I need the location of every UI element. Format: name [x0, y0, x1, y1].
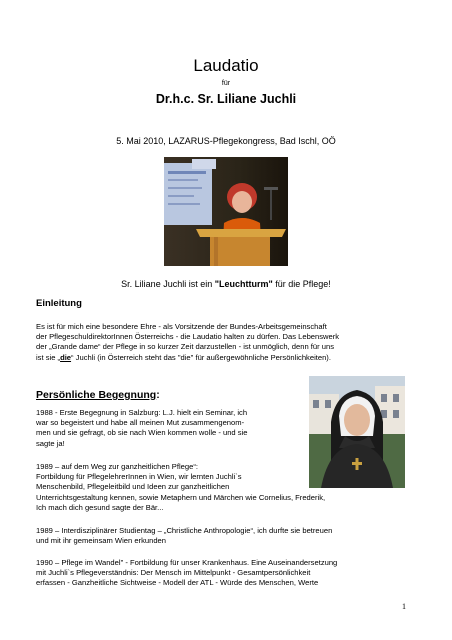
text-line — [36, 353, 416, 363]
paragraph-1989-fortbildung — [36, 462, 416, 513]
text-line: war so begeistert und habe all meinen Mut zusammengenom- — [36, 418, 245, 428]
text-line: Unterrichtsgestaltung kennen, sowie Metaphern und Märchen wie Cornelius, Frederik, — [36, 492, 326, 502]
text-segment: “ Juchli (in Österreich steht das "die" für außergewöhnliche Persönlichkeiten). — [71, 352, 331, 362]
text-line: Fortbildung für PflegelehrerInnen in Wien, wir lernten Juchli`s — [36, 472, 242, 482]
paragraph-einleitung — [36, 322, 416, 363]
text-line: 1989 – Interdisziplinärer Studientag – „Christliche Anthropologie“, ich durfte sie betreuen — [36, 526, 333, 535]
for-label: für — [221, 80, 231, 87]
text-line: 1989 – auf dem Weg zur ganzheitlichen Pflege“: — [36, 462, 198, 471]
speaker-photo — [164, 157, 288, 266]
text-line: und mit ihr gemeinsam Wien erkunden — [36, 536, 166, 546]
text-line: der PflegeschuldirektorInnen Österreichs - die Laudatio halten zu dürfen. Das Lebenswerk — [36, 332, 340, 342]
text-line: 1990 – Pflege im Wandel" - Fortbildung für unser Krankenhaus. Eine Auseinandersetzung — [36, 558, 338, 567]
paragraph-1989-studientag — [36, 526, 416, 546]
paragraph-1988 — [36, 408, 306, 449]
text-line: erfassen - Ganzheitliche Sichtweise - Modell der ATL - Würde des Menschen, Werte — [36, 578, 319, 588]
quote-after: für die Pflege! — [272, 279, 331, 289]
text-segment: ist sie „ — [36, 352, 61, 362]
text-line: Menschenbild, Pflegeleitbild und Ideen zur ganzheitlichen — [36, 482, 230, 492]
text-emphasis: die — [60, 352, 72, 362]
quote-line — [0, 279, 452, 289]
text-line: Ich mach dich gesund sagte der Bär... — [36, 502, 164, 512]
heading-begegnung — [36, 389, 160, 401]
quote-bold: "Leuchtturm" — [214, 279, 273, 289]
text-line: sagte ja! — [36, 438, 65, 448]
event-line: 5. Mai 2010, LAZARUS-Pflegekongress, Bad Ischl, OÖ — [116, 136, 336, 146]
text-line: Es ist für mich eine besondere Ehre - als Vorsitzende der Bundes-Arbeitsgemeinschaft — [36, 322, 327, 331]
page-number: 1 — [402, 602, 406, 611]
text-line: mit Juchli`s Pflegeverständnis: Der Mensch im Mittelpunkt - Gesamtpersönlichkeit — [36, 568, 311, 578]
text-line: der „Grande dame“ der Pflege in so kurzer Zeit darzustellen - ist unmöglich, denn für uns — [36, 342, 334, 352]
document-title: Laudatio — [193, 56, 259, 75]
heading-begegnung-text: Persönliche Begegnung — [36, 389, 157, 401]
heading-colon: : — [156, 389, 160, 401]
text-line: 1988 - Erste Begegnung in Salzburg: L.J. hielt ein Seminar, ich — [36, 408, 248, 417]
text-line: men und sie gefragt, ob sie nach Wien kommen wolle - und sie — [36, 428, 248, 438]
quote-before: Sr. Liliane Juchli ist ein — [121, 279, 215, 289]
heading-einleitung: Einleitung — [36, 298, 82, 309]
honoree-name: Dr.h.c. Sr. Liliane Juchli — [155, 92, 297, 106]
paragraph-1990 — [36, 558, 416, 589]
